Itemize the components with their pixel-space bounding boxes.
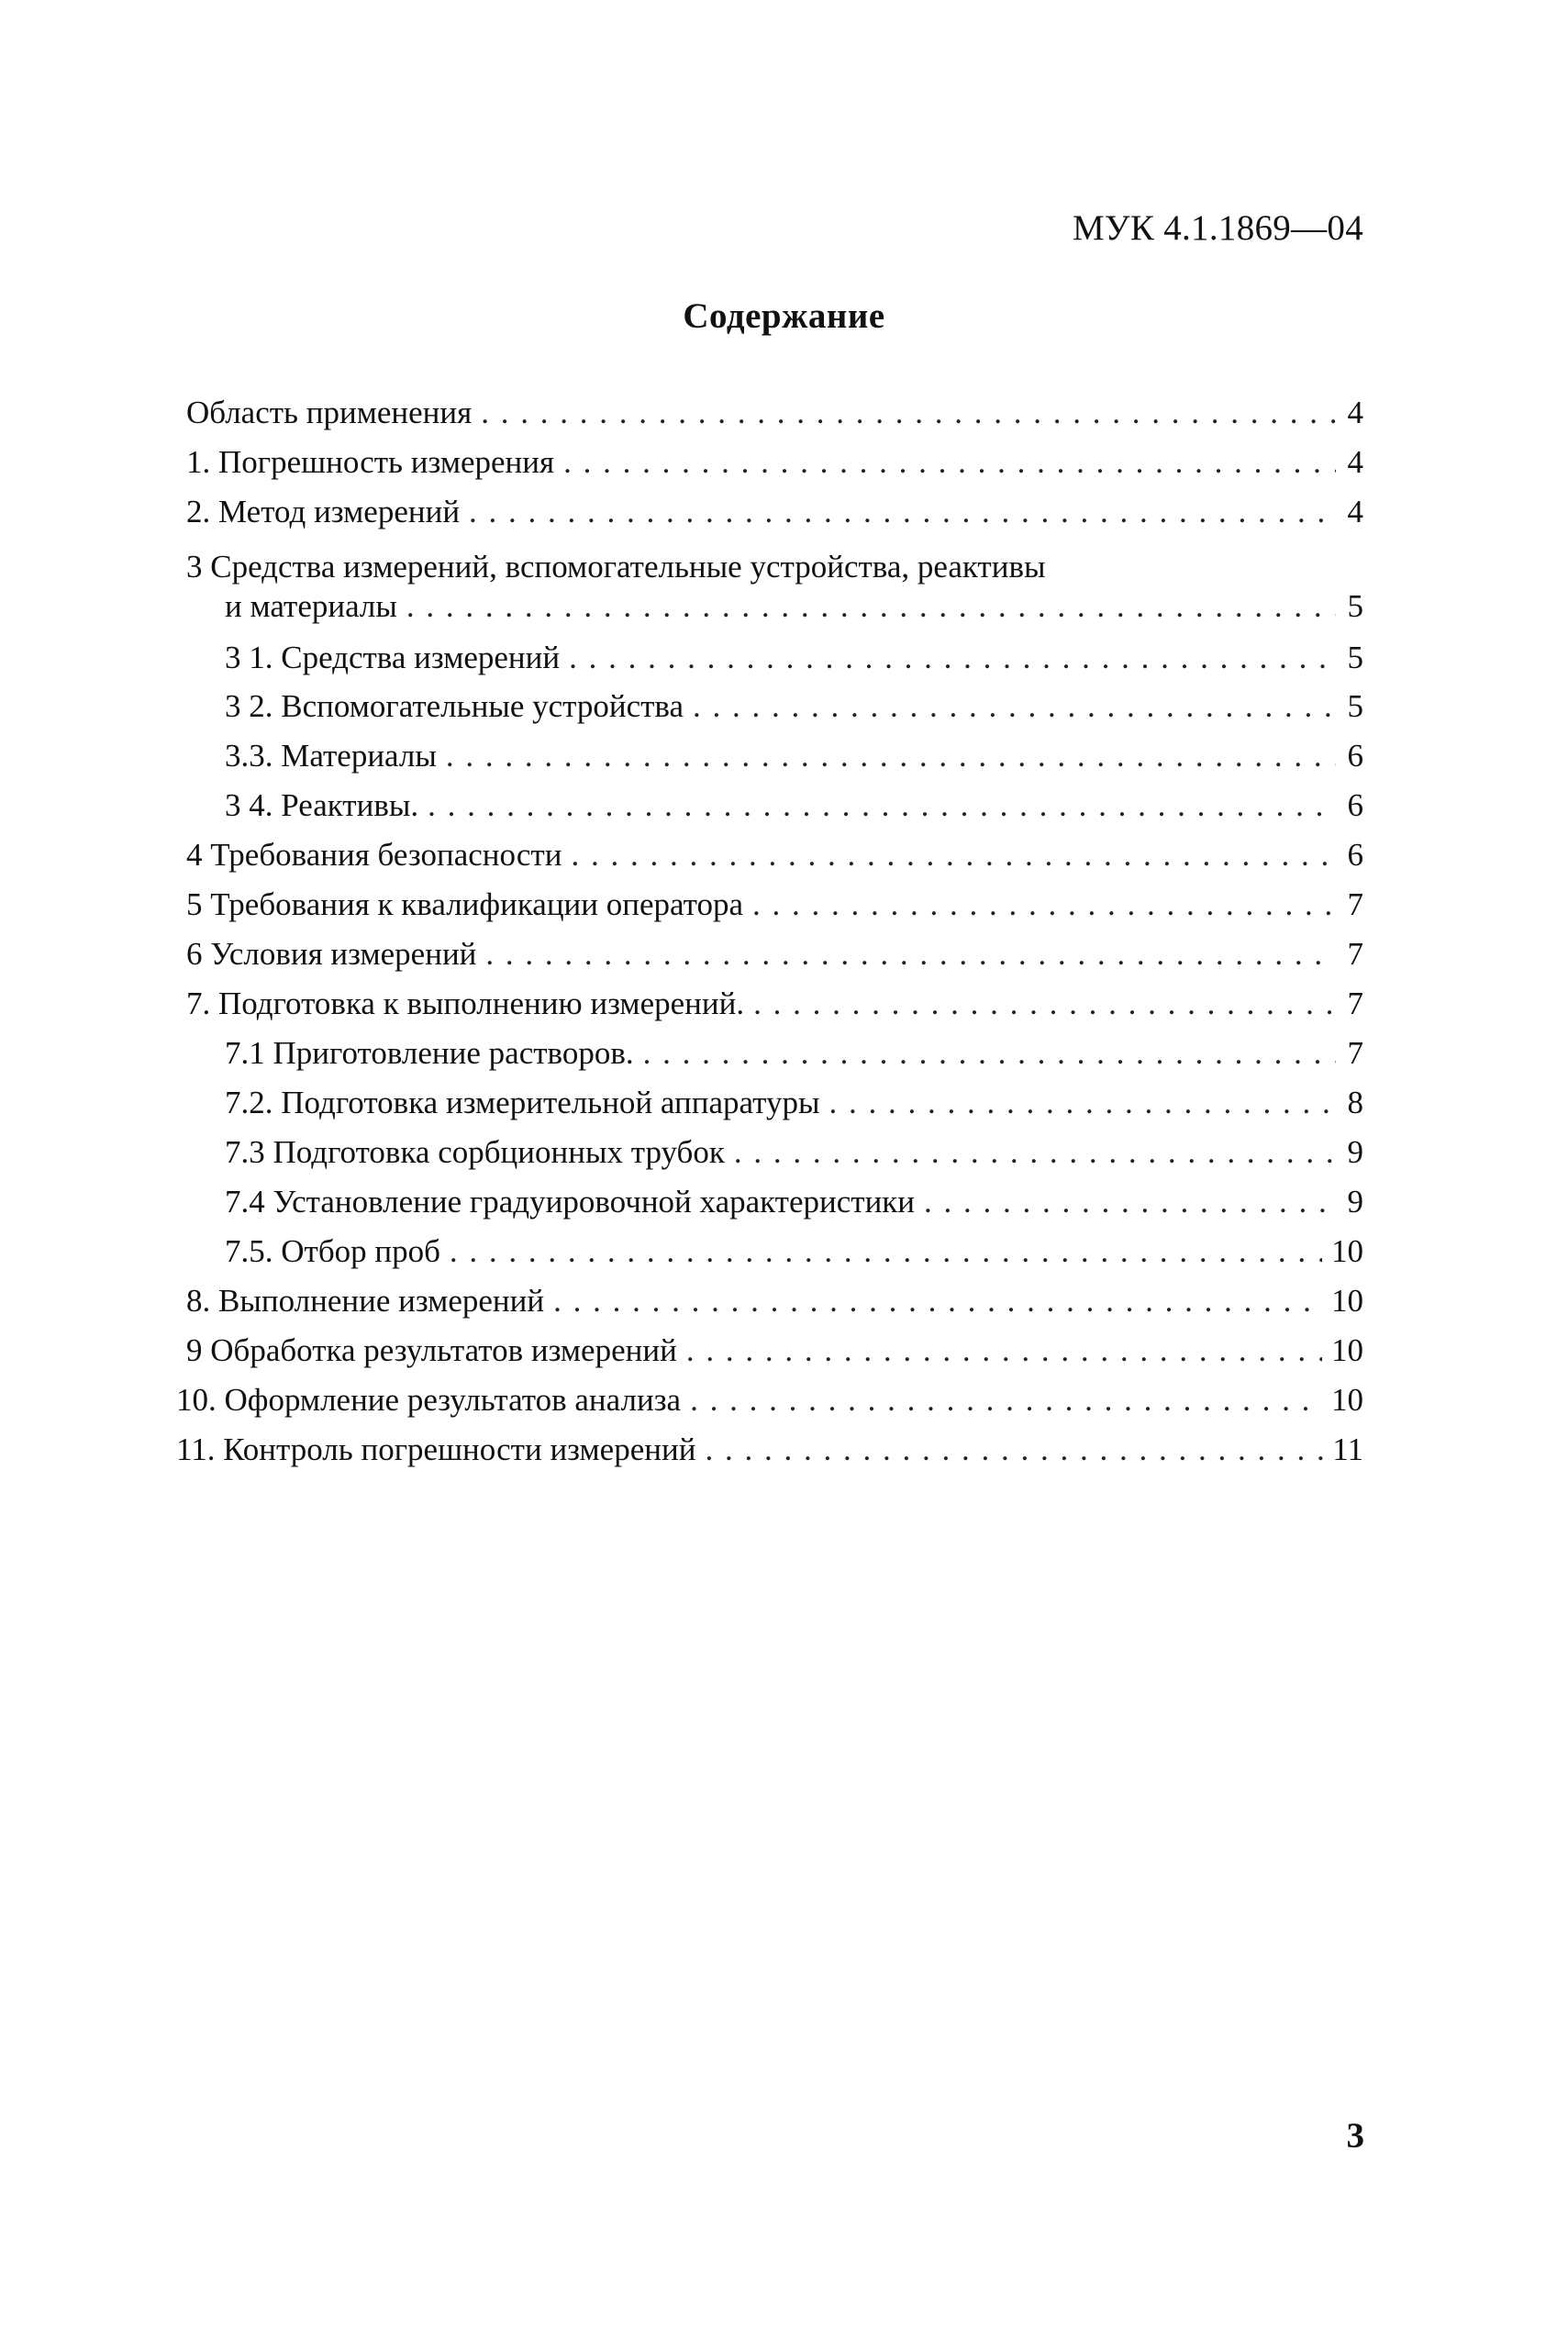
toc-entry-page: 9 <box>1347 1134 1363 1170</box>
toc-leader <box>571 833 1336 877</box>
toc-entry[interactable] <box>186 982 1363 1026</box>
toc-entry-label: 11. Контроль погрешности измерений <box>176 1431 696 1467</box>
toc-entry[interactable] <box>225 685 1363 729</box>
toc-entry[interactable] <box>186 833 1363 877</box>
toc-entry-label: 1. Погрешность измерения <box>186 444 555 480</box>
toc-entry[interactable] <box>186 490 1363 534</box>
toc-entry-label: 7. Подготовка к выполнению измерений. <box>186 986 745 1021</box>
toc-leader <box>643 1031 1336 1075</box>
toc-entry[interactable] <box>186 883 1363 927</box>
toc-entry-page: 4 <box>1347 444 1363 480</box>
toc-entry-label: и материалы <box>225 588 397 624</box>
toc-entry[interactable] <box>225 784 1363 828</box>
toc-leader <box>469 490 1336 534</box>
toc-entry-page: 6 <box>1347 738 1363 774</box>
toc-entry[interactable] <box>186 932 1363 976</box>
toc-leader <box>734 1131 1336 1175</box>
toc-leader <box>450 1230 1322 1274</box>
toc-leader <box>686 1329 1322 1373</box>
toc-entry[interactable] <box>186 1329 1363 1373</box>
toc-leader <box>553 1279 1322 1323</box>
toc-entry[interactable] <box>225 1081 1363 1125</box>
toc-entry-label: 7.3 Подготовка сорбционных трубок <box>225 1134 725 1170</box>
toc-entry-page: 9 <box>1347 1184 1363 1220</box>
toc-entry-label: 7.5. Отбор проб <box>225 1233 440 1269</box>
toc-entry[interactable] <box>225 636 1363 680</box>
toc-entry-page: 7 <box>1347 1035 1363 1071</box>
document-code: МУК 4.1.1869—04 <box>1072 208 1363 248</box>
toc-entry-label: Область применения <box>186 395 473 430</box>
toc-entry-label: 5 Требования к квалификации оператора <box>186 886 744 922</box>
toc-entry[interactable] <box>225 1180 1363 1224</box>
toc-leader <box>693 685 1336 729</box>
toc-entry-label: 3 2. Вспомогательные устройства <box>225 688 684 724</box>
toc-leader <box>485 932 1336 976</box>
toc-entry[interactable] <box>225 585 1363 629</box>
toc-entry[interactable] <box>225 734 1363 778</box>
toc-entry[interactable] <box>186 1279 1363 1323</box>
toc-leader <box>924 1180 1336 1224</box>
toc-entry[interactable] <box>176 1428 1363 1472</box>
toc-entry-label: 6 Условия измерений <box>186 936 477 972</box>
toc-entry-label: 7.2. Подготовка измерительной аппаратуры <box>225 1085 820 1120</box>
toc-entry-page: 5 <box>1347 588 1363 624</box>
toc-entry-label[interactable]: 3 Средства измерений, вспомогательные устройства, реактивы <box>186 549 1046 585</box>
toc-entry[interactable] <box>186 440 1363 485</box>
toc-entry-label: 3 1. Средства измерений <box>225 640 561 675</box>
toc-entry-label: 7.4 Установление градуировочной характеристики <box>225 1184 916 1220</box>
toc-entry-page: 8 <box>1347 1085 1363 1120</box>
toc-entry-label: 9 Обработка результатов измерений <box>186 1332 677 1368</box>
toc-entry[interactable] <box>225 1031 1363 1075</box>
toc-leader <box>446 734 1336 778</box>
toc-entry-page: 4 <box>1347 395 1363 430</box>
toc-title: Содержание <box>683 296 885 336</box>
toc-entry-label: 10. Оформление результатов анализа <box>176 1382 682 1418</box>
toc-entry-page: 5 <box>1347 688 1363 724</box>
toc-entry-label: 2. Метод измерений <box>186 494 461 529</box>
toc-entry-page: 6 <box>1347 787 1363 823</box>
toc-leader <box>690 1378 1322 1422</box>
toc-entry-label: 7.1 Приготовление растворов. <box>225 1035 634 1071</box>
toc-entry-page: 10 <box>1331 1382 1363 1418</box>
toc-leader <box>428 784 1336 828</box>
toc-leader <box>481 391 1336 435</box>
toc-leader <box>828 1081 1336 1125</box>
toc-entry[interactable] <box>186 391 1363 435</box>
toc-leader <box>569 636 1336 680</box>
toc-entry-page: 5 <box>1347 640 1363 675</box>
toc-entry-page: 6 <box>1347 837 1363 873</box>
toc-entry-page: 7 <box>1347 886 1363 922</box>
toc-entry[interactable] <box>225 1131 1363 1175</box>
toc-entry-page: 7 <box>1347 986 1363 1021</box>
toc-entry[interactable] <box>176 1378 1363 1422</box>
toc-leader <box>705 1428 1323 1472</box>
toc-entry-page: 10 <box>1331 1332 1363 1368</box>
toc-leader <box>752 883 1336 927</box>
page-number: 3 <box>1346 2116 1364 2155</box>
toc-entry-label: 8. Выполнение измерений <box>186 1283 545 1319</box>
toc-entry-page: 11 <box>1332 1431 1363 1467</box>
toc-entry-page: 10 <box>1331 1233 1363 1269</box>
toc-entry-page: 10 <box>1331 1283 1363 1319</box>
toc-entry-label: 4 Требования безопасности <box>186 837 562 873</box>
toc-entry-label: 3 4. Реактивы. <box>225 787 419 823</box>
toc-entry-page: 7 <box>1347 936 1363 972</box>
toc-entry-label: 3.3. Материалы <box>225 738 437 774</box>
toc-entry[interactable] <box>225 1230 1363 1274</box>
toc-leader <box>563 440 1336 485</box>
toc-leader <box>753 982 1336 1026</box>
toc-entry-page: 4 <box>1347 494 1363 529</box>
toc-leader <box>406 585 1336 629</box>
